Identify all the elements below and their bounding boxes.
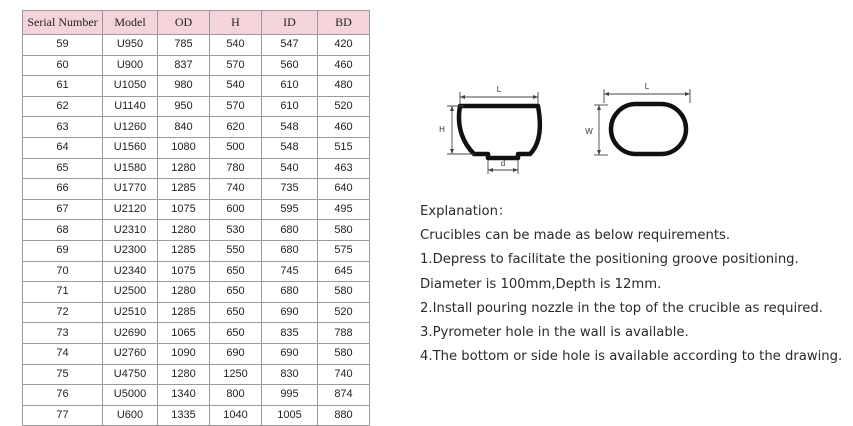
explanation-line: 2.Install pouring nozzle in the top of the crucible as required. xyxy=(420,300,823,316)
cell-serial-number: 63 xyxy=(23,117,103,138)
cell-model: U600 xyxy=(103,405,158,426)
cell-bd: 645 xyxy=(318,261,370,282)
cell-bd: 520 xyxy=(318,96,370,117)
table-row xyxy=(23,364,370,385)
cell-od: 1280 xyxy=(158,158,210,179)
cell-id: 735 xyxy=(262,179,318,200)
table-row xyxy=(23,405,370,426)
cell-id: 745 xyxy=(262,261,318,282)
crucible-side-outline xyxy=(459,106,540,158)
cell-model: U1560 xyxy=(103,137,158,158)
cell-serial-number: 65 xyxy=(23,158,103,179)
explanation-line: 4.The bottom or side hole is available according to the drawing. xyxy=(420,349,843,365)
cell-id: 835 xyxy=(262,323,318,344)
cell-id: 540 xyxy=(262,158,318,179)
cell-h: 690 xyxy=(210,343,262,364)
cell-bd: 515 xyxy=(318,137,370,158)
cell-serial-number: 76 xyxy=(23,385,103,406)
column-header-serial-number: Serial Number xyxy=(23,11,103,35)
cell-bd: 460 xyxy=(318,117,370,138)
cell-h: 550 xyxy=(210,240,262,261)
cell-model: U2500 xyxy=(103,282,158,303)
cell-h: 570 xyxy=(210,55,262,76)
cell-id: 610 xyxy=(262,96,318,117)
cell-model: U4750 xyxy=(103,364,158,385)
cell-id: 610 xyxy=(262,76,318,97)
cell-bd: 420 xyxy=(318,35,370,56)
table-row xyxy=(23,137,370,158)
cell-serial-number: 75 xyxy=(23,364,103,385)
cell-od: 1285 xyxy=(158,302,210,323)
cell-od: 1280 xyxy=(158,220,210,241)
cell-serial-number: 60 xyxy=(23,55,103,76)
cell-od: 1280 xyxy=(158,364,210,385)
cell-bd: 880 xyxy=(318,405,370,426)
cell-h: 570 xyxy=(210,96,262,117)
cell-model: U2690 xyxy=(103,323,158,344)
cell-id: 690 xyxy=(262,343,318,364)
cell-h: 540 xyxy=(210,76,262,97)
table-row xyxy=(23,343,370,364)
cell-od: 1075 xyxy=(158,261,210,282)
cell-serial-number: 74 xyxy=(23,343,103,364)
crucible-top-view xyxy=(585,82,690,155)
cell-model: U2340 xyxy=(103,261,158,282)
cell-id: 680 xyxy=(262,282,318,303)
cell-od: 1335 xyxy=(158,405,210,426)
crucible-top-outline xyxy=(611,104,686,154)
column-header-od: OD xyxy=(158,11,210,35)
cell-serial-number: 62 xyxy=(23,96,103,117)
side-length-label: L xyxy=(496,85,502,94)
cell-od: 840 xyxy=(158,117,210,138)
cell-id: 690 xyxy=(262,302,318,323)
top-width-label: W xyxy=(585,127,593,136)
cell-serial-number: 70 xyxy=(23,261,103,282)
cell-model: U1050 xyxy=(103,76,158,97)
cell-serial-number: 67 xyxy=(23,199,103,220)
cell-id: 1005 xyxy=(262,405,318,426)
cell-bd: 480 xyxy=(318,76,370,97)
cell-od: 785 xyxy=(158,35,210,56)
cell-model: U2120 xyxy=(103,199,158,220)
table-row xyxy=(23,76,370,97)
table-row xyxy=(23,35,370,56)
cell-model: U2310 xyxy=(103,220,158,241)
cell-bd: 580 xyxy=(318,282,370,303)
explanation-line: Crucibles can be made as below requirements. xyxy=(420,228,731,244)
cell-bd: 575 xyxy=(318,240,370,261)
cell-h: 1040 xyxy=(210,405,262,426)
cell-bd: 580 xyxy=(318,220,370,241)
column-header-h: H xyxy=(210,11,262,35)
cell-h: 800 xyxy=(210,385,262,406)
explanation-line: Diameter is 100mm,Depth is 12mm. xyxy=(420,276,662,292)
table-row xyxy=(23,220,370,241)
cell-h: 600 xyxy=(210,199,262,220)
cell-od: 837 xyxy=(158,55,210,76)
specification-table xyxy=(22,10,370,426)
cell-id: 595 xyxy=(262,199,318,220)
cell-bd: 640 xyxy=(318,179,370,200)
cell-id: 548 xyxy=(262,137,318,158)
column-header-id: ID xyxy=(262,11,318,35)
crucible-side-view xyxy=(439,85,540,174)
cell-od: 1340 xyxy=(158,385,210,406)
cell-h: 740 xyxy=(210,179,262,200)
cell-h: 780 xyxy=(210,158,262,179)
cell-bd: 580 xyxy=(318,343,370,364)
cell-id: 560 xyxy=(262,55,318,76)
cell-od: 950 xyxy=(158,96,210,117)
cell-serial-number: 64 xyxy=(23,137,103,158)
cell-bd: 463 xyxy=(318,158,370,179)
cell-h: 1250 xyxy=(210,364,262,385)
cell-serial-number: 69 xyxy=(23,240,103,261)
crucible-diagram xyxy=(430,74,700,184)
table-row xyxy=(23,117,370,138)
cell-serial-number: 72 xyxy=(23,302,103,323)
side-height-label: H xyxy=(439,125,445,134)
cell-id: 680 xyxy=(262,240,318,261)
table-row xyxy=(23,96,370,117)
cell-serial-number: 77 xyxy=(23,405,103,426)
side-depress-label: d xyxy=(500,159,506,168)
cell-od: 1280 xyxy=(158,282,210,303)
cell-bd: 460 xyxy=(318,55,370,76)
cell-model: U1770 xyxy=(103,179,158,200)
cell-serial-number: 68 xyxy=(23,220,103,241)
cell-bd: 788 xyxy=(318,323,370,344)
table-row xyxy=(23,158,370,179)
cell-h: 650 xyxy=(210,282,262,303)
cell-id: 995 xyxy=(262,385,318,406)
cell-h: 620 xyxy=(210,117,262,138)
cell-model: U5000 xyxy=(103,385,158,406)
column-header-model: Model xyxy=(103,11,158,35)
table-row xyxy=(23,282,370,303)
cell-model: U2760 xyxy=(103,343,158,364)
table-row xyxy=(23,179,370,200)
cell-bd: 874 xyxy=(318,385,370,406)
explanation-title: Explanation： xyxy=(420,204,512,219)
cell-h: 540 xyxy=(210,35,262,56)
cell-bd: 520 xyxy=(318,302,370,323)
cell-bd: 495 xyxy=(318,199,370,220)
table-row xyxy=(23,240,370,261)
top-length-label: L xyxy=(644,82,650,91)
cell-h: 530 xyxy=(210,220,262,241)
table-row xyxy=(23,55,370,76)
cell-od: 1080 xyxy=(158,137,210,158)
table-row xyxy=(23,261,370,282)
cell-h: 650 xyxy=(210,302,262,323)
explanation-section xyxy=(420,200,845,369)
cell-id: 547 xyxy=(262,35,318,56)
cell-serial-number: 73 xyxy=(23,323,103,344)
table-header-row xyxy=(23,11,370,35)
cell-od: 1075 xyxy=(158,199,210,220)
cell-serial-number: 59 xyxy=(23,35,103,56)
explanation-line: 1.Depress to facilitate the positioning groove positioning. xyxy=(420,252,799,268)
cell-h: 650 xyxy=(210,323,262,344)
table-row xyxy=(23,323,370,344)
cell-id: 680 xyxy=(262,220,318,241)
explanation-line: 3.Pyrometer hole in the wall is available. xyxy=(420,324,689,340)
cell-model: U900 xyxy=(103,55,158,76)
cell-h: 650 xyxy=(210,261,262,282)
cell-model: U1260 xyxy=(103,117,158,138)
table-row xyxy=(23,199,370,220)
cell-od: 1285 xyxy=(158,240,210,261)
cell-id: 830 xyxy=(262,364,318,385)
cell-od: 1285 xyxy=(158,179,210,200)
column-header-bd: BD xyxy=(318,11,370,35)
table-row xyxy=(23,302,370,323)
cell-model: U1140 xyxy=(103,96,158,117)
cell-od: 980 xyxy=(158,76,210,97)
cell-od: 1065 xyxy=(158,323,210,344)
cell-id: 548 xyxy=(262,117,318,138)
cell-model: U1580 xyxy=(103,158,158,179)
cell-serial-number: 71 xyxy=(23,282,103,303)
cell-od: 1090 xyxy=(158,343,210,364)
cell-model: U2510 xyxy=(103,302,158,323)
cell-serial-number: 66 xyxy=(23,179,103,200)
table-row xyxy=(23,385,370,406)
cell-model: U950 xyxy=(103,35,158,56)
cell-h: 500 xyxy=(210,137,262,158)
cell-bd: 740 xyxy=(318,364,370,385)
cell-model: U2300 xyxy=(103,240,158,261)
cell-serial-number: 61 xyxy=(23,76,103,97)
